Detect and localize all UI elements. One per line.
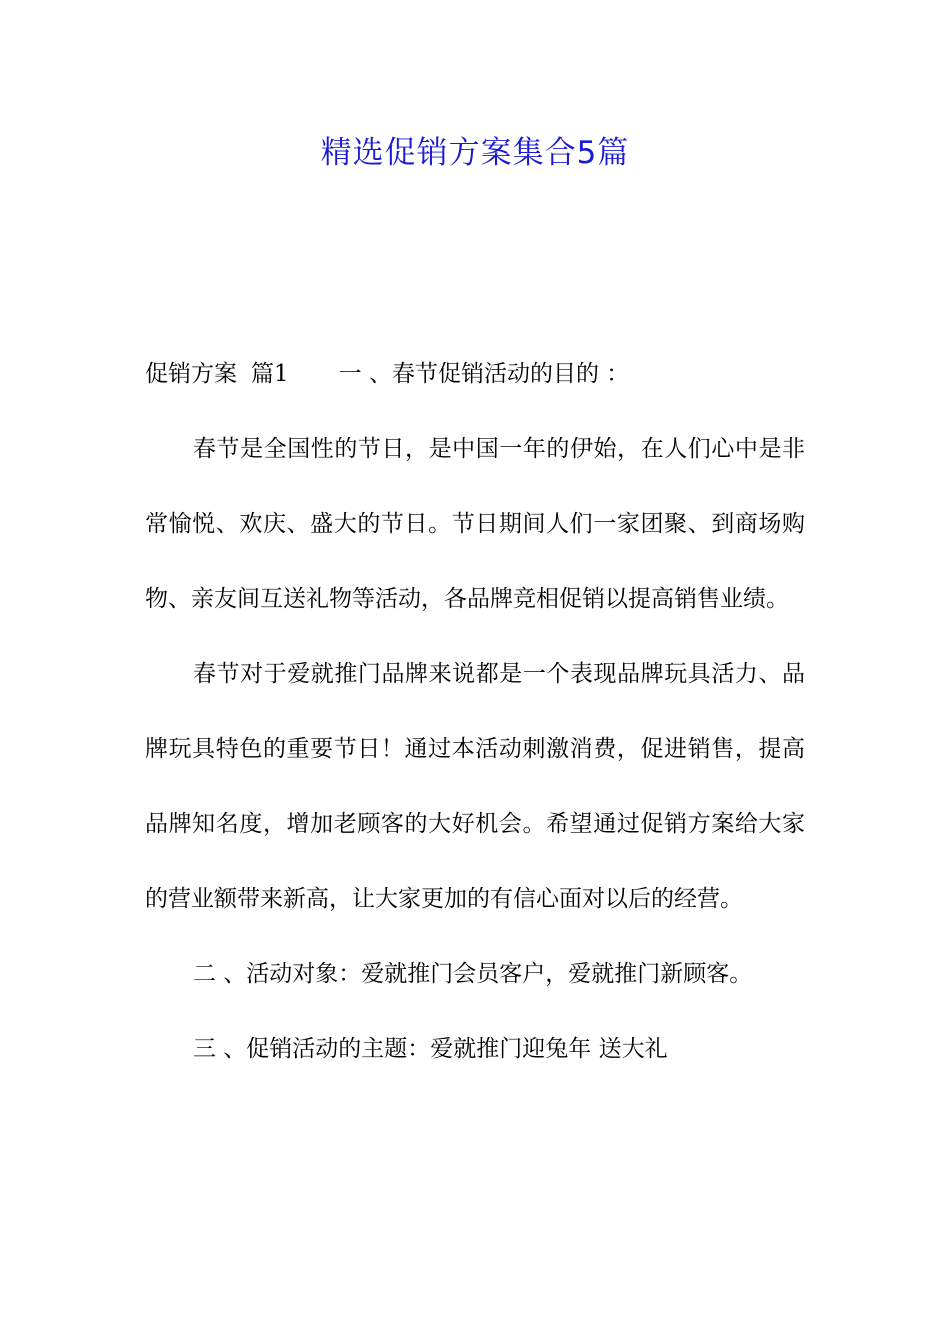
document-title: 精选促销方案集合5篇	[320, 135, 630, 171]
paragraph: 春节是全国性的节日，是中国一年的伊始，在人们心中是非常愉悦、欢庆、盛大的节日。节日期间人们一家团聚、到商场购物、亲友间互送礼物等活动，各品牌竞相促销以提高销售业绩。	[145, 436, 805, 612]
heading-number: 篇1	[251, 361, 289, 387]
heading-section: 一 、春节促销活动的目的 ：	[338, 361, 630, 387]
heading-line	[145, 337, 805, 412]
document-body	[145, 337, 805, 1087]
paragraph: 春节对于爱就推门品牌来说都是一个表现品牌玩具活力、品牌玩具特色的重要节日！通过本活动刺激消费，促进销售，提高品牌知名度，增加老顾客的大好机会。希望通过促销方案给大家的营业额带来新高，让大家更加的有信心面对以后的经营。	[145, 661, 805, 912]
heading-label: 促销方案	[145, 361, 237, 387]
paragraph: 三 、促销活动的主题：爱就推门迎兔年 送大礼	[193, 1036, 668, 1062]
paragraph: 二 、活动对象：爱就推门会员客户，爱就推门新顾客。	[193, 961, 753, 987]
